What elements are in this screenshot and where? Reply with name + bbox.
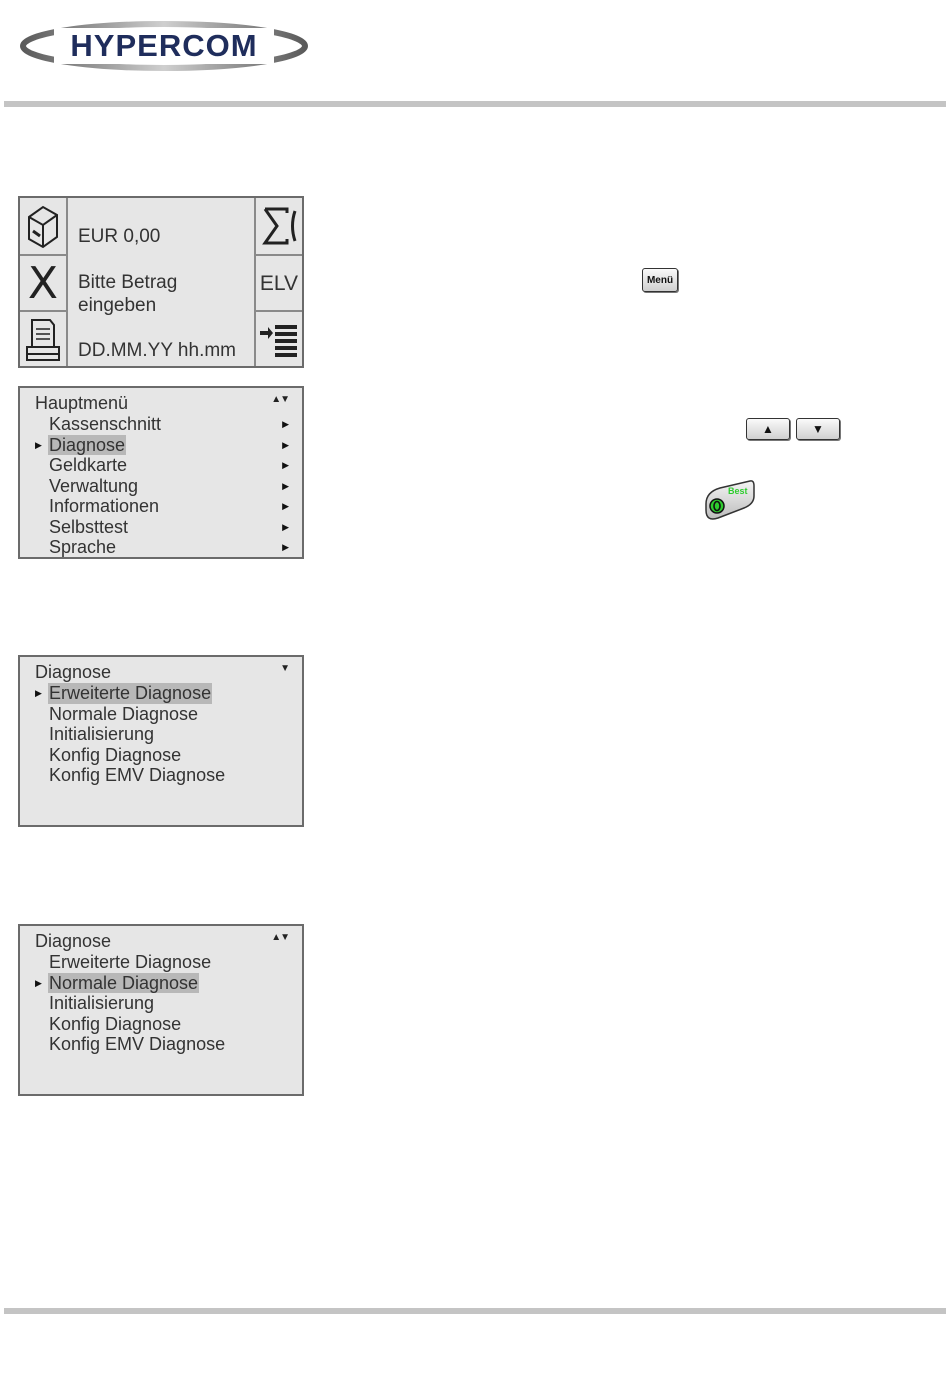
idle-screen — [18, 196, 304, 368]
elv-label: ELV — [256, 254, 302, 312]
menu-item-label: Konfig Diagnose — [49, 744, 182, 765]
menu-list-icon — [256, 310, 302, 368]
up-arrow-key-button[interactable] — [746, 418, 790, 440]
menu-item-label: Sprache — [49, 537, 117, 557]
selection-pointer-icon: ▶ — [35, 439, 42, 450]
menu-item-label: Verwaltung — [49, 475, 139, 496]
up-arrow-icon: ▲ — [762, 422, 774, 436]
idle-amount: EUR 0,00 — [78, 226, 161, 247]
ok-best-key-button[interactable] — [702, 480, 756, 522]
idle-left-icons — [20, 198, 68, 366]
submenu-arrow-icon: ▶ — [282, 521, 289, 532]
down-arrow-key-button[interactable] — [796, 418, 840, 440]
logo-text: HYPERCOM — [70, 28, 258, 63]
receipt-print-icon — [20, 310, 66, 368]
menu-item[interactable] — [20, 455, 302, 476]
card-insert-icon — [20, 198, 66, 254]
scroll-indicator-icon: ▲▼ — [271, 932, 289, 943]
menu-item[interactable] — [20, 1014, 302, 1035]
sum-total-icon — [256, 198, 302, 254]
scroll-indicator-icon: ▲▼ — [271, 394, 289, 405]
menu-title: Hauptmenü — [35, 393, 129, 413]
menu-title: Diagnose — [35, 931, 112, 951]
submenu-arrow-icon: ▶ — [282, 542, 289, 552]
idle-prompt-line1: Bitte Betrag — [78, 272, 178, 293]
menu-item[interactable] — [20, 724, 302, 745]
idle-prompt-line2: eingeben — [78, 295, 157, 316]
menu-item[interactable] — [20, 414, 302, 435]
menu-item-label: Geldkarte — [49, 455, 128, 475]
diagnose-menu-screen-a — [18, 655, 304, 827]
menu-item[interactable] — [20, 537, 302, 558]
menu-item-label: Konfig EMV Diagnose — [49, 1034, 226, 1054]
selection-pointer-icon: ▶ — [35, 688, 42, 698]
menu-item-label: Informationen — [49, 496, 160, 516]
menu-item-label: Diagnose — [49, 434, 126, 455]
ok-key-label: Best — [728, 486, 748, 496]
menu-item[interactable] — [20, 704, 302, 725]
diagnose-menu-screen-b — [18, 924, 304, 1096]
scroll-indicator-icon: ▼ — [280, 663, 289, 674]
menu-item[interactable] — [20, 993, 302, 1014]
menu-item-label: Selbsttest — [49, 516, 129, 537]
menu-item-label: Kassenschnitt — [49, 414, 162, 434]
menu-list — [20, 683, 302, 786]
menu-item-label: Initialisierung — [49, 993, 155, 1013]
menu-list — [20, 952, 302, 1055]
menu-item-label: Normale Diagnose — [49, 972, 199, 993]
menu-item[interactable] — [20, 476, 302, 497]
submenu-arrow-icon: ▶ — [282, 419, 289, 429]
menu-item-label: Erweiterte Diagnose — [49, 952, 212, 972]
selection-pointer-icon: ▶ — [35, 977, 42, 988]
menu-item[interactable] — [20, 683, 302, 704]
hypercom-logo — [20, 20, 308, 72]
cancel-x-icon: X — [20, 254, 66, 312]
main-menu-screen — [18, 386, 304, 559]
submenu-arrow-icon: ▶ — [282, 480, 289, 491]
down-arrow-icon: ▼ — [812, 422, 824, 436]
menu-item-label: Konfig Diagnose — [49, 1013, 182, 1034]
menu-item[interactable] — [20, 765, 302, 786]
menu-item-label: Konfig EMV Diagnose — [49, 765, 226, 785]
menu-item[interactable] — [20, 517, 302, 538]
header-rule — [4, 101, 946, 107]
submenu-arrow-icon: ▶ — [282, 501, 289, 511]
menu-item[interactable] — [20, 952, 302, 973]
menu-item[interactable] — [20, 973, 302, 994]
idle-datetime: DD.MM.YY hh.mm — [78, 340, 237, 361]
submenu-arrow-icon: ▶ — [282, 439, 289, 450]
menu-item[interactable] — [20, 496, 302, 517]
submenu-arrow-icon: ▶ — [282, 460, 289, 470]
menu-item-label: Initialisierung — [49, 724, 155, 744]
menu-item[interactable] — [20, 745, 302, 766]
menu-list — [20, 414, 302, 558]
footer-rule — [4, 1308, 946, 1314]
menu-key-button[interactable]: Menü — [642, 268, 678, 292]
menu-item-label: Normale Diagnose — [49, 703, 199, 724]
menu-title: Diagnose — [35, 662, 112, 682]
menu-item[interactable] — [20, 1034, 302, 1055]
idle-right-icons — [254, 198, 302, 366]
menu-item[interactable] — [20, 435, 302, 456]
menu-item-label: Erweiterte Diagnose — [49, 683, 212, 703]
